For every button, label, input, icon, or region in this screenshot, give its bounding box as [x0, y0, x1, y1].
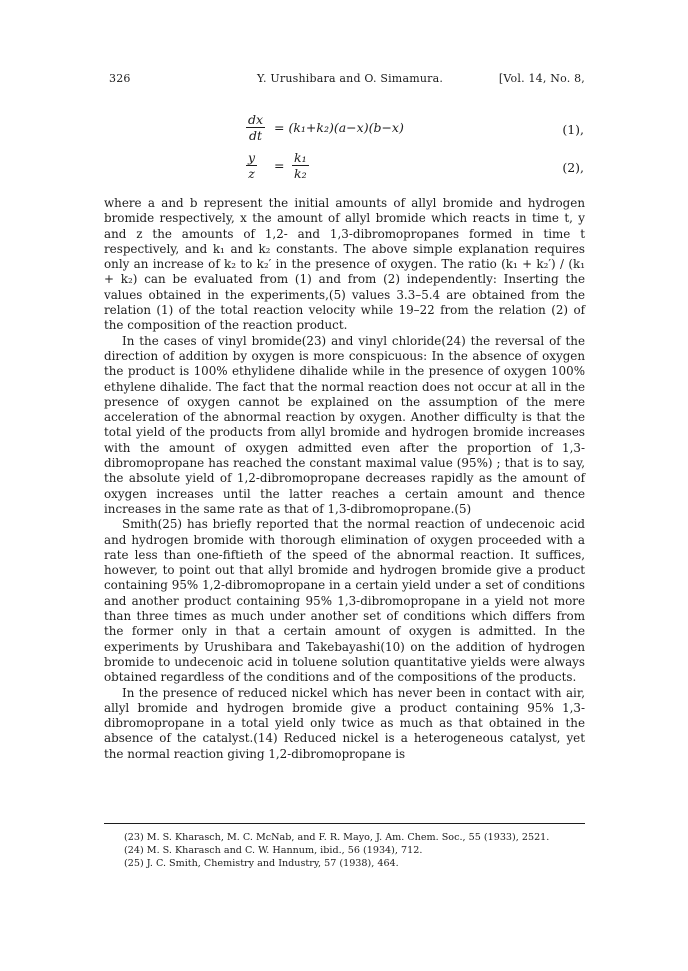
equation-2-number: (2),	[562, 160, 584, 175]
body-text	[104, 196, 585, 762]
equation-2-lhs: $\frac{y}{z}$	[248, 150, 256, 181]
running-header-volume: [Vol. 14, No. 8,	[498, 72, 585, 85]
paragraph: In the presence of reduced nickel which has never been in contact with air, allyl bromide and hydrogen bromide give a product containing 95% 1,3-dibromopropane in a total yield only twice as much as that obtained in the absence of the catalyst.(14) Reduced nickel is a heterogeneous catalyst, yet the normal reaction giving 1,2-dibromopropane is	[104, 685, 585, 761]
equation-2-rhs: $\frac{\text{k₁}}{\text{k₂}}$	[294, 150, 307, 181]
running-header-authors: Y. Urushibara and O. Simamura.	[257, 72, 444, 85]
footnote: (24) M. S. Kharasch and C. W. Hannum, ibid., 56 (1934), 712.	[124, 845, 423, 856]
footnote: (23) M. S. Kharasch, M. C. McNab, and F. R. Mayo, J. Am. Chem. Soc., 55 (1933), 2521.	[124, 832, 550, 843]
equation-1-rhs: = (k₁+k₂)(a−x)(b−x)	[274, 120, 404, 135]
footnote: (25) J. C. Smith, Chemistry and Industry, 57 (1938), 464.	[124, 858, 399, 869]
equation-1	[0, 112, 688, 148]
paragraph: In the cases of vinyl bromide(23) and vinyl chloride(24) the reversal of the direction of addition by oxygen is more conspicuous: In the absence of oxygen the product is 100% ethylidene dihalide while in the presence of oxygen 100% ethylene dihalide. The fact that the normal reaction does not occur at all in the presence of oxygen cannot be explained on the assumption of the mere acceleration of the abnormal reaction by oxygen. Another difficulty is that the total yield of the products from allyl bromide and hydrogen bromide increases with the amount of oxygen admitted even after the proportion of 1,3-dibromopropane has reached the constant maximal value (95%) ; that is to say, the absolute yield of 1,2-dibromopropane decreases rapidly as the amount of oxygen increases until the latter reaches a certain amount and thence increases in the same rate as that of 1,3-dibromopropane.(5)	[104, 333, 585, 516]
page-number: 326	[109, 72, 131, 85]
footnotes	[104, 823, 585, 870]
running-header	[109, 72, 585, 88]
equation-1-lhs: $\frac{dx}{dt}$	[248, 112, 264, 143]
equation-1-number: (1),	[562, 122, 584, 137]
paragraph: where a and b represent the initial amounts of allyl bromide and hydrogen bromide respectively, x the amount of allyl bromide which reacts in time t, y and z the amounts of 1,2- and 1,3-dibromopropanes formed in time t respectively, and k₁ and k₂ constants. The above simple explanation requires only an increase of k₂ to k₂′ in the presence of oxygen. The ratio (k₁ + k₂′) / (k₁ + k₂) can be evaluated from (1) and from (2) independently: Inserting the values obtained in the experiments,(5) values 3.3–5.4 are obtained from the relation (1) of the total reaction velocity while 19–22 from the relation (2) of the composition of the reaction product.	[104, 196, 585, 333]
equation-2-equals: =	[274, 158, 285, 173]
paragraph: Smith(25) has briefly reported that the normal reaction of undecenoic acid and hydrogen bromide with thorough elimination of oxygen proceeded with a rate less than one-fiftieth of the speed of the abnormal reaction. It suffices, however, to point out that allyl bromide and hydrogen bromide give a product containing 95% 1,2-dibromopropane in a certain yield under a set of conditions and another product containing 95% 1,3-dibromopropane in a yield not more than three times as much under another set of conditions which differs from the former only in that a certain amount of oxygen is admitted. In the experiments by Urushibara and Takebayashi(10) on the addition of hydrogen bromide to undecenoic acid in toluene solution quantitative yields were always obtained regardless of the conditions and of the compositions of the products.	[104, 517, 585, 685]
equation-2	[0, 150, 688, 186]
